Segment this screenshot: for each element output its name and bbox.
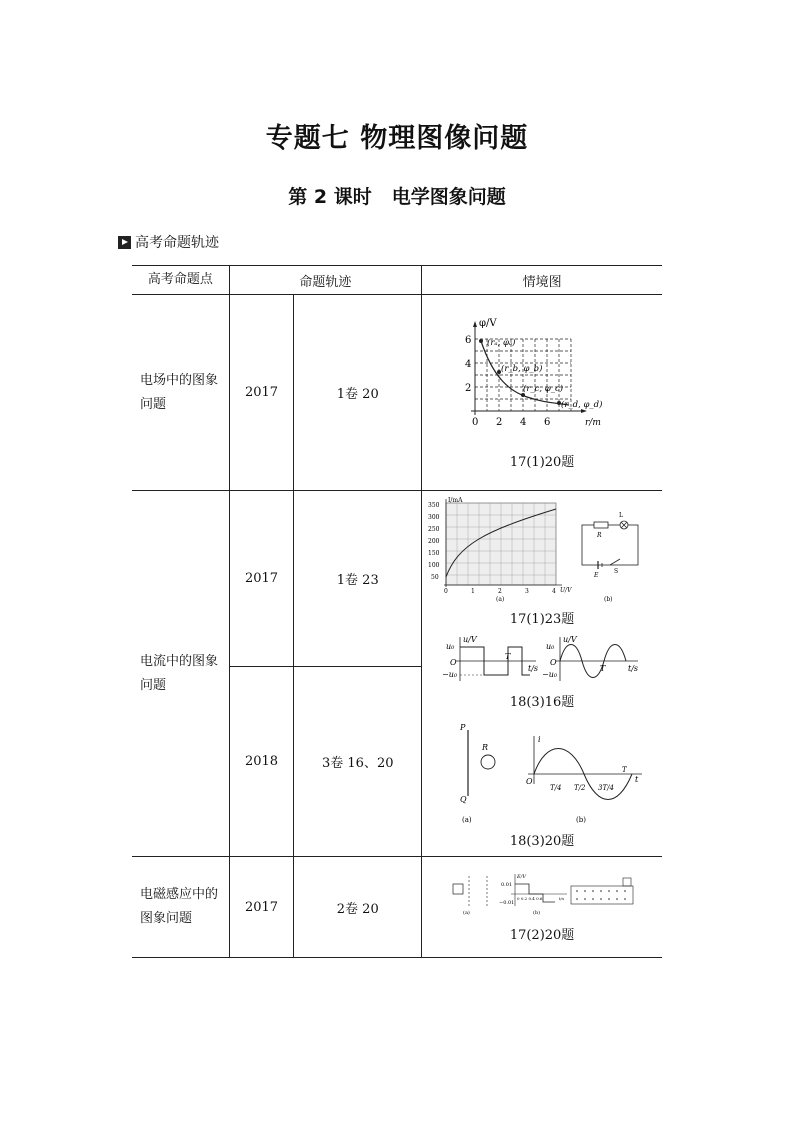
svg-text:u₀: u₀ bbox=[546, 642, 555, 651]
svg-text:3T/4: 3T/4 bbox=[598, 784, 614, 792]
x-label: r/m bbox=[585, 418, 601, 428]
table-row bbox=[132, 491, 662, 667]
svg-text:−u₀: −u₀ bbox=[442, 670, 458, 679]
figure-caption: 18(3)20题 bbox=[509, 834, 575, 849]
svg-text:(a): (a) bbox=[496, 596, 505, 603]
table-header-row bbox=[132, 266, 662, 295]
svg-text:T: T bbox=[622, 766, 627, 774]
svg-text:t/s: t/s bbox=[528, 664, 539, 673]
svg-text:i: i bbox=[538, 735, 541, 744]
figure-caption: 17(2)20题 bbox=[509, 927, 575, 943]
track-cell: 3卷 16、20 bbox=[294, 667, 422, 857]
point-label: (r_c, φ_c) bbox=[523, 384, 564, 394]
svg-text:(a): (a) bbox=[462, 816, 472, 824]
svg-text:T: T bbox=[600, 664, 606, 673]
svg-text:4: 4 bbox=[552, 588, 556, 595]
svg-text:t: t bbox=[635, 775, 639, 784]
point-cell: 电流中的图象问题 bbox=[132, 491, 229, 857]
svg-text:T/2: T/2 bbox=[574, 784, 586, 792]
svg-text:R: R bbox=[482, 743, 489, 752]
track-cell: 1卷 20 bbox=[294, 295, 422, 491]
page-title: 专题七 物理图像问题 bbox=[265, 123, 529, 154]
figure-cell bbox=[422, 491, 662, 857]
x-tick: 0 bbox=[472, 417, 479, 428]
figure-caption: 17(1)23题 bbox=[509, 612, 575, 627]
y-label: I/mA bbox=[448, 497, 463, 504]
point-cell: 电磁感应中的图象问题 bbox=[132, 857, 229, 958]
play-triangle-icon bbox=[118, 236, 131, 249]
svg-text:50: 50 bbox=[431, 574, 439, 581]
point-label: (r_d, φ_d) bbox=[561, 400, 603, 410]
svg-text:300: 300 bbox=[428, 514, 440, 521]
svg-text:t/s: t/s bbox=[559, 895, 565, 901]
svg-text:u/V: u/V bbox=[463, 635, 477, 644]
header-point: 高考命题点 bbox=[132, 266, 229, 295]
section-heading bbox=[118, 232, 219, 252]
point-label: (r_b, φ_b) bbox=[501, 364, 543, 374]
x-tick: 6 bbox=[544, 417, 551, 428]
figure-cell bbox=[422, 295, 662, 491]
svg-text:O: O bbox=[450, 658, 457, 667]
header-figure: 情境图 bbox=[422, 266, 662, 295]
year-cell: 2017 bbox=[229, 857, 294, 958]
svg-text:(b): (b) bbox=[576, 816, 587, 824]
section-label: 高考命题轨迹 bbox=[135, 235, 219, 251]
figure-caption: 18(3)16题 bbox=[509, 695, 575, 710]
header-track: 命题轨迹 bbox=[229, 266, 421, 295]
track-cell: 1卷 23 bbox=[294, 491, 422, 667]
svg-text:0 0.2 0.4 0.6: 0 0.2 0.4 0.6 bbox=[517, 895, 543, 901]
svg-text:O: O bbox=[526, 777, 533, 786]
svg-text:(b): (b) bbox=[604, 596, 613, 603]
svg-text:150: 150 bbox=[428, 550, 440, 557]
point-cell: 电场中的图象问题 bbox=[132, 295, 229, 491]
plate-ring-current-graph bbox=[442, 720, 642, 826]
svg-text:S: S bbox=[614, 568, 619, 575]
svg-text:3: 3 bbox=[525, 588, 529, 595]
svg-text:P: P bbox=[460, 723, 466, 732]
x-tick: 4 bbox=[520, 417, 527, 428]
lesson-topic: 电学图象问题 bbox=[391, 186, 506, 208]
svg-text:L: L bbox=[619, 512, 624, 519]
svg-text:Q: Q bbox=[460, 795, 467, 804]
year-cell: 2017 bbox=[229, 491, 294, 667]
svg-text:100: 100 bbox=[428, 562, 440, 569]
circuit-diagram bbox=[582, 521, 638, 569]
svg-text:O: O bbox=[550, 658, 557, 667]
figure-caption: 17(1)20题 bbox=[509, 455, 575, 470]
metal-ring bbox=[481, 755, 495, 769]
svg-text:T: T bbox=[505, 652, 511, 661]
y-tick: 4 bbox=[465, 359, 472, 370]
svg-text:E/V: E/V bbox=[517, 873, 527, 880]
induction-figure bbox=[447, 872, 637, 918]
svg-text:−u₀: −u₀ bbox=[542, 670, 558, 679]
figure-cell bbox=[422, 857, 662, 958]
svg-text:R: R bbox=[597, 532, 602, 539]
svg-text:0: 0 bbox=[444, 588, 448, 595]
year-cell: 2017 bbox=[229, 295, 294, 491]
svg-text:1: 1 bbox=[471, 588, 475, 595]
svg-text:E: E bbox=[594, 572, 599, 579]
x-tick: 2 bbox=[496, 417, 503, 428]
svg-text:(a): (a) bbox=[463, 909, 470, 916]
y-label: φ/V bbox=[479, 318, 497, 329]
y-arrow-icon bbox=[473, 321, 477, 327]
y-tick: 2 bbox=[465, 383, 472, 394]
table-row bbox=[132, 295, 662, 491]
lesson-label: 第 2 课时 bbox=[288, 186, 372, 208]
year-cell: 2018 bbox=[229, 667, 294, 857]
graph-grid bbox=[475, 339, 571, 411]
svg-text:2: 2 bbox=[498, 588, 502, 595]
track-cell: 2卷 20 bbox=[294, 857, 422, 958]
svg-text:200: 200 bbox=[428, 538, 440, 545]
svg-text:250: 250 bbox=[428, 526, 440, 533]
iv-characteristic-graph bbox=[424, 495, 660, 605]
y-tick: 6 bbox=[465, 335, 472, 346]
svg-text:(b): (b) bbox=[533, 909, 541, 916]
svg-text:t/s: t/s bbox=[628, 664, 639, 673]
potential-distance-graph bbox=[457, 315, 627, 443]
exam-track-table bbox=[132, 265, 662, 958]
svg-text:−0.01: −0.01 bbox=[499, 899, 515, 906]
svg-text:u/V: u/V bbox=[563, 635, 577, 644]
svg-text:T/4: T/4 bbox=[550, 784, 562, 792]
svg-text:0.01: 0.01 bbox=[501, 881, 513, 888]
x-label: U/V bbox=[560, 587, 572, 594]
page-subtitle bbox=[0, 182, 794, 209]
point-label: (rₐ, φₐ) bbox=[487, 338, 516, 348]
table-row bbox=[132, 857, 662, 958]
svg-text:u₀: u₀ bbox=[446, 642, 455, 651]
voltage-waveforms bbox=[442, 635, 642, 685]
svg-text:350: 350 bbox=[428, 502, 440, 509]
